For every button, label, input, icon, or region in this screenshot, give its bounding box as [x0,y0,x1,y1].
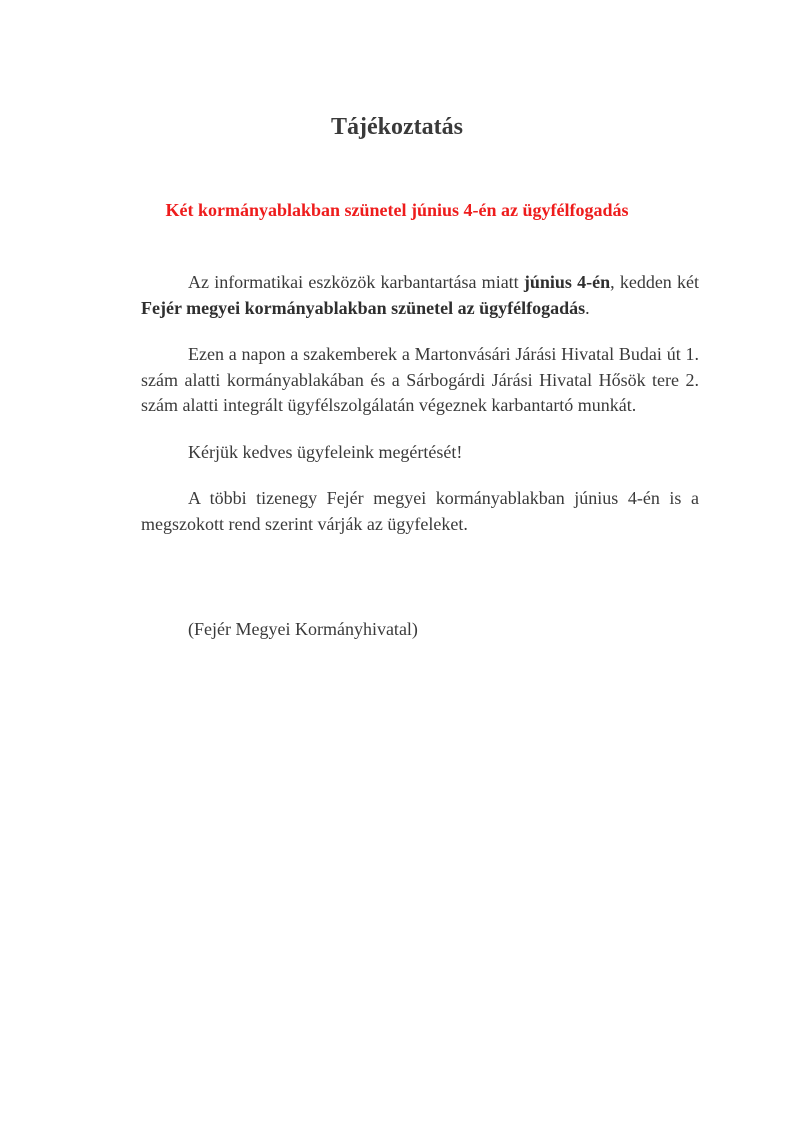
paragraph-2: Ezen a napon a szakemberek a Martonvásári Járási Hivatal Budai út 1. szám alatti kormányablakában és a Sárbogárdi Járási Hivatal Hősök tere 2. szám alatti integrált ügyfélszolgálatán végeznek karbantartó munkát. [141,344,699,415]
paragraph-1-emphasis: Fejér megyei kormányablakban szünetel az ügyfélfogadás [141,297,586,318]
document-body [141,270,699,558]
paragraph-1 [141,270,699,321]
signature: (Fejér Megyei Kormányhivatal) [188,619,418,639]
paragraph-1-date: június 4-én [523,272,611,292]
document-title: Tájékoztatás [331,114,463,140]
paragraph-1-part-c: , kedden két [610,272,699,292]
paragraph-1-part-a: Az informatikai eszközök karbantartása miatt [188,272,524,292]
document-subtitle: Két kormányablakban szünetel június 4-én az ügyfélfogadás [165,200,629,220]
paragraph-4: A többi tizenegy Fejér megyei kormányablakban június 4-én is a megszokott rend szerint várják az ügyfeleket. [141,488,699,534]
paragraph-3: Kérjük kedves ügyfeleink megértését! [188,441,463,462]
paragraph-1-part-e: . [585,297,590,318]
